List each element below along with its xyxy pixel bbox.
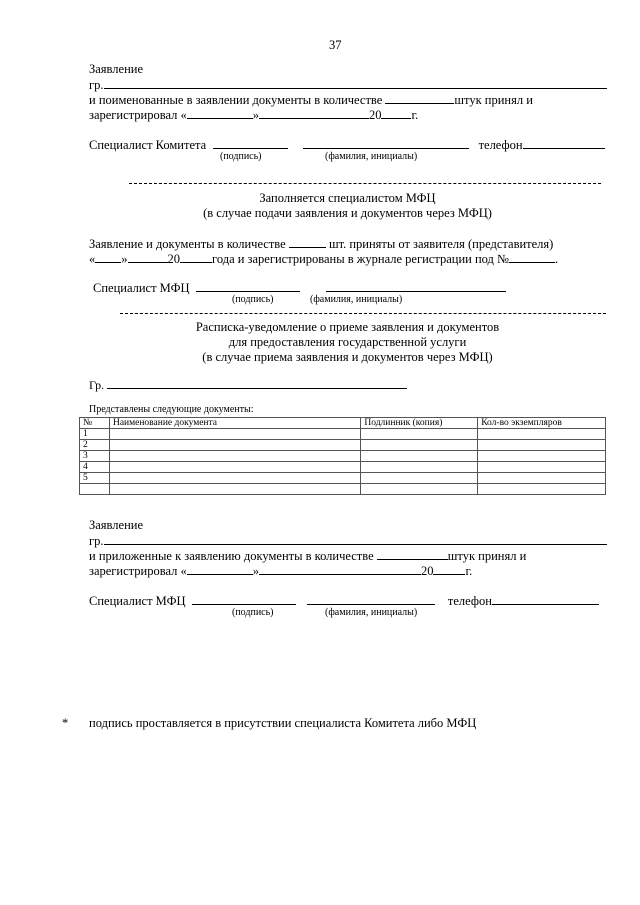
original-cell[interactable] bbox=[361, 484, 478, 495]
table-row bbox=[80, 440, 606, 451]
year-prefix: 20 bbox=[167, 252, 180, 266]
document-cell[interactable] bbox=[109, 484, 360, 495]
mfc-section-title: Заполняется специалистом МФЦ bbox=[259, 191, 436, 205]
mfc-section-subtitle: (в случае подачи заявления и документов через МФЦ) bbox=[203, 206, 492, 220]
copies-cell[interactable] bbox=[478, 473, 606, 484]
footnote-mark: * bbox=[62, 716, 69, 730]
receipt-citizen-line bbox=[89, 377, 407, 392]
year-prefix: 20 bbox=[368, 108, 382, 122]
column-header-number: № bbox=[80, 418, 110, 429]
quote-close: » bbox=[252, 108, 259, 122]
receipt-citizen-label: Гр. bbox=[89, 378, 105, 392]
row-number: 1 bbox=[80, 429, 110, 440]
documents-table bbox=[79, 417, 606, 495]
document-cell[interactable] bbox=[109, 451, 360, 462]
receipt-subtitle: для предоставления государственной услуги bbox=[228, 335, 467, 349]
attached-documents-suffix: штук принял и bbox=[447, 549, 527, 563]
citizen-line-2 bbox=[89, 533, 607, 549]
citizen-name-field[interactable] bbox=[104, 77, 607, 89]
period: . bbox=[554, 252, 559, 266]
mfc-signature-field[interactable] bbox=[196, 280, 300, 292]
mfc-name-caption: (фамилия, инициалы) bbox=[310, 294, 403, 305]
mfc-signature-caption: (подпись) bbox=[232, 294, 274, 305]
copies-cell[interactable] bbox=[478, 440, 606, 451]
dashed-separator bbox=[129, 183, 601, 184]
registration-day-field-2[interactable] bbox=[187, 563, 253, 575]
name-caption-2: (фамилия, инициалы) bbox=[325, 607, 418, 618]
documents-list-label: Представлены следующие документы: bbox=[89, 404, 254, 415]
table-row bbox=[80, 484, 606, 495]
mfc-month-field[interactable] bbox=[128, 251, 168, 263]
signature-caption-2: (подпись) bbox=[232, 607, 274, 618]
name-caption: (фамилия, инициалы) bbox=[325, 151, 418, 162]
statement-heading-2: Заявление bbox=[89, 518, 144, 532]
copies-cell[interactable] bbox=[478, 462, 606, 473]
mfc-year-field[interactable] bbox=[180, 251, 212, 263]
committee-name-field[interactable] bbox=[303, 137, 469, 149]
citizen-name-field-2[interactable] bbox=[126, 533, 607, 545]
registration-month-field[interactable] bbox=[259, 107, 369, 119]
year-suffix: г. bbox=[465, 564, 473, 578]
mfc-phone-field[interactable] bbox=[492, 593, 599, 605]
dashed-separator bbox=[120, 313, 606, 314]
citizen-prefix-field[interactable] bbox=[104, 533, 126, 545]
row-number: 2 bbox=[80, 440, 110, 451]
mfc-documents-count-field[interactable] bbox=[289, 236, 326, 248]
committee-signature-field[interactable] bbox=[213, 137, 288, 149]
mfc-documents-suffix: шт. приняты от заявителя (представителя) bbox=[328, 237, 554, 251]
committee-specialist-label: Специалист Комитета bbox=[89, 138, 207, 152]
mfc-specialist-label-2: Специалист МФЦ bbox=[89, 594, 186, 608]
column-header-copies: Кол-во экземпляров bbox=[478, 418, 606, 429]
registration-year-field-2[interactable] bbox=[433, 563, 465, 575]
table-row bbox=[80, 473, 606, 484]
copies-cell[interactable] bbox=[478, 429, 606, 440]
table-row bbox=[80, 451, 606, 462]
column-header-original: Подлинник (копия) bbox=[361, 418, 478, 429]
mfc-documents-text: Заявление и документы в количестве bbox=[89, 237, 286, 251]
mfc-specialist-line bbox=[93, 280, 506, 296]
row-number: 5 bbox=[80, 473, 110, 484]
footnote-text: подпись проставляется в присутствии специалиста Комитета либо МФЦ bbox=[89, 716, 477, 730]
registration-year-field[interactable] bbox=[381, 107, 411, 119]
table-header-row bbox=[80, 418, 606, 429]
column-header-document: Наименование документа bbox=[109, 418, 360, 429]
copies-cell[interactable] bbox=[478, 451, 606, 462]
mfc-journal-number-field[interactable] bbox=[509, 251, 555, 263]
phone-label-2: телефон bbox=[447, 594, 492, 608]
original-cell[interactable] bbox=[361, 429, 478, 440]
table-row bbox=[80, 462, 606, 473]
receipt-note: (в случае приема заявления и документов через МФЦ) bbox=[202, 350, 493, 364]
registration-label: зарегистрировал « bbox=[89, 108, 187, 122]
registration-label-2: зарегистрировал « bbox=[89, 564, 187, 578]
phone-label: телефон bbox=[478, 138, 523, 152]
document-cell[interactable] bbox=[109, 473, 360, 484]
committee-phone-field[interactable] bbox=[523, 137, 605, 149]
document-cell[interactable] bbox=[109, 440, 360, 451]
row-number: 4 bbox=[80, 462, 110, 473]
document-cell[interactable] bbox=[109, 429, 360, 440]
mfc-signature-field-2[interactable] bbox=[192, 593, 296, 605]
citizen-label: гр. bbox=[89, 78, 104, 92]
original-cell[interactable] bbox=[361, 473, 478, 484]
registration-day-field[interactable] bbox=[187, 107, 253, 119]
mfc-registration-line bbox=[89, 251, 558, 267]
quote-open: « bbox=[89, 252, 96, 266]
row-number bbox=[80, 484, 110, 495]
registration-date-line bbox=[89, 107, 418, 123]
attached-documents-line bbox=[89, 548, 526, 564]
mfc-name-field-2[interactable] bbox=[307, 593, 435, 605]
registration-date-line-2 bbox=[89, 563, 472, 579]
quote-close: » bbox=[252, 564, 259, 578]
copies-cell[interactable] bbox=[478, 484, 606, 495]
mfc-documents-line bbox=[89, 236, 553, 252]
mfc-name-field[interactable] bbox=[326, 280, 506, 292]
citizen-label-2: гр. bbox=[89, 534, 104, 548]
mfc-day-field[interactable] bbox=[95, 251, 121, 263]
attached-documents-text: и приложенные к заявлению документы в количестве bbox=[89, 549, 374, 563]
documents-count-text: и поименованные в заявлении документы в количестве bbox=[89, 93, 383, 107]
original-cell[interactable] bbox=[361, 462, 478, 473]
mfc-specialist-label: Специалист МФЦ bbox=[93, 281, 190, 295]
signature-caption: (подпись) bbox=[220, 151, 262, 162]
citizen-line bbox=[89, 77, 607, 93]
year-suffix: г. bbox=[411, 108, 419, 122]
registration-month-field-2[interactable] bbox=[259, 563, 421, 575]
row-number: 3 bbox=[80, 451, 110, 462]
year-prefix: 20 bbox=[420, 564, 434, 578]
document-cell[interactable] bbox=[109, 462, 360, 473]
original-cell[interactable] bbox=[361, 440, 478, 451]
attached-documents-count-field[interactable] bbox=[377, 548, 448, 560]
statement-heading: Заявление bbox=[89, 62, 144, 76]
mfc-journal-text: года и зарегистрированы в журнале регистрации под № bbox=[212, 252, 509, 266]
table-row bbox=[80, 429, 606, 440]
page-number: 37 bbox=[329, 38, 342, 52]
documents-count-suffix: штук принял и bbox=[454, 93, 533, 107]
original-cell[interactable] bbox=[361, 451, 478, 462]
receipt-citizen-field[interactable] bbox=[107, 377, 407, 389]
receipt-title: Расписка-уведомление о приеме заявления и документов bbox=[195, 320, 500, 334]
quote-close: » bbox=[121, 252, 128, 266]
documents-count-field[interactable] bbox=[385, 92, 454, 104]
documents-count-line bbox=[89, 92, 533, 108]
